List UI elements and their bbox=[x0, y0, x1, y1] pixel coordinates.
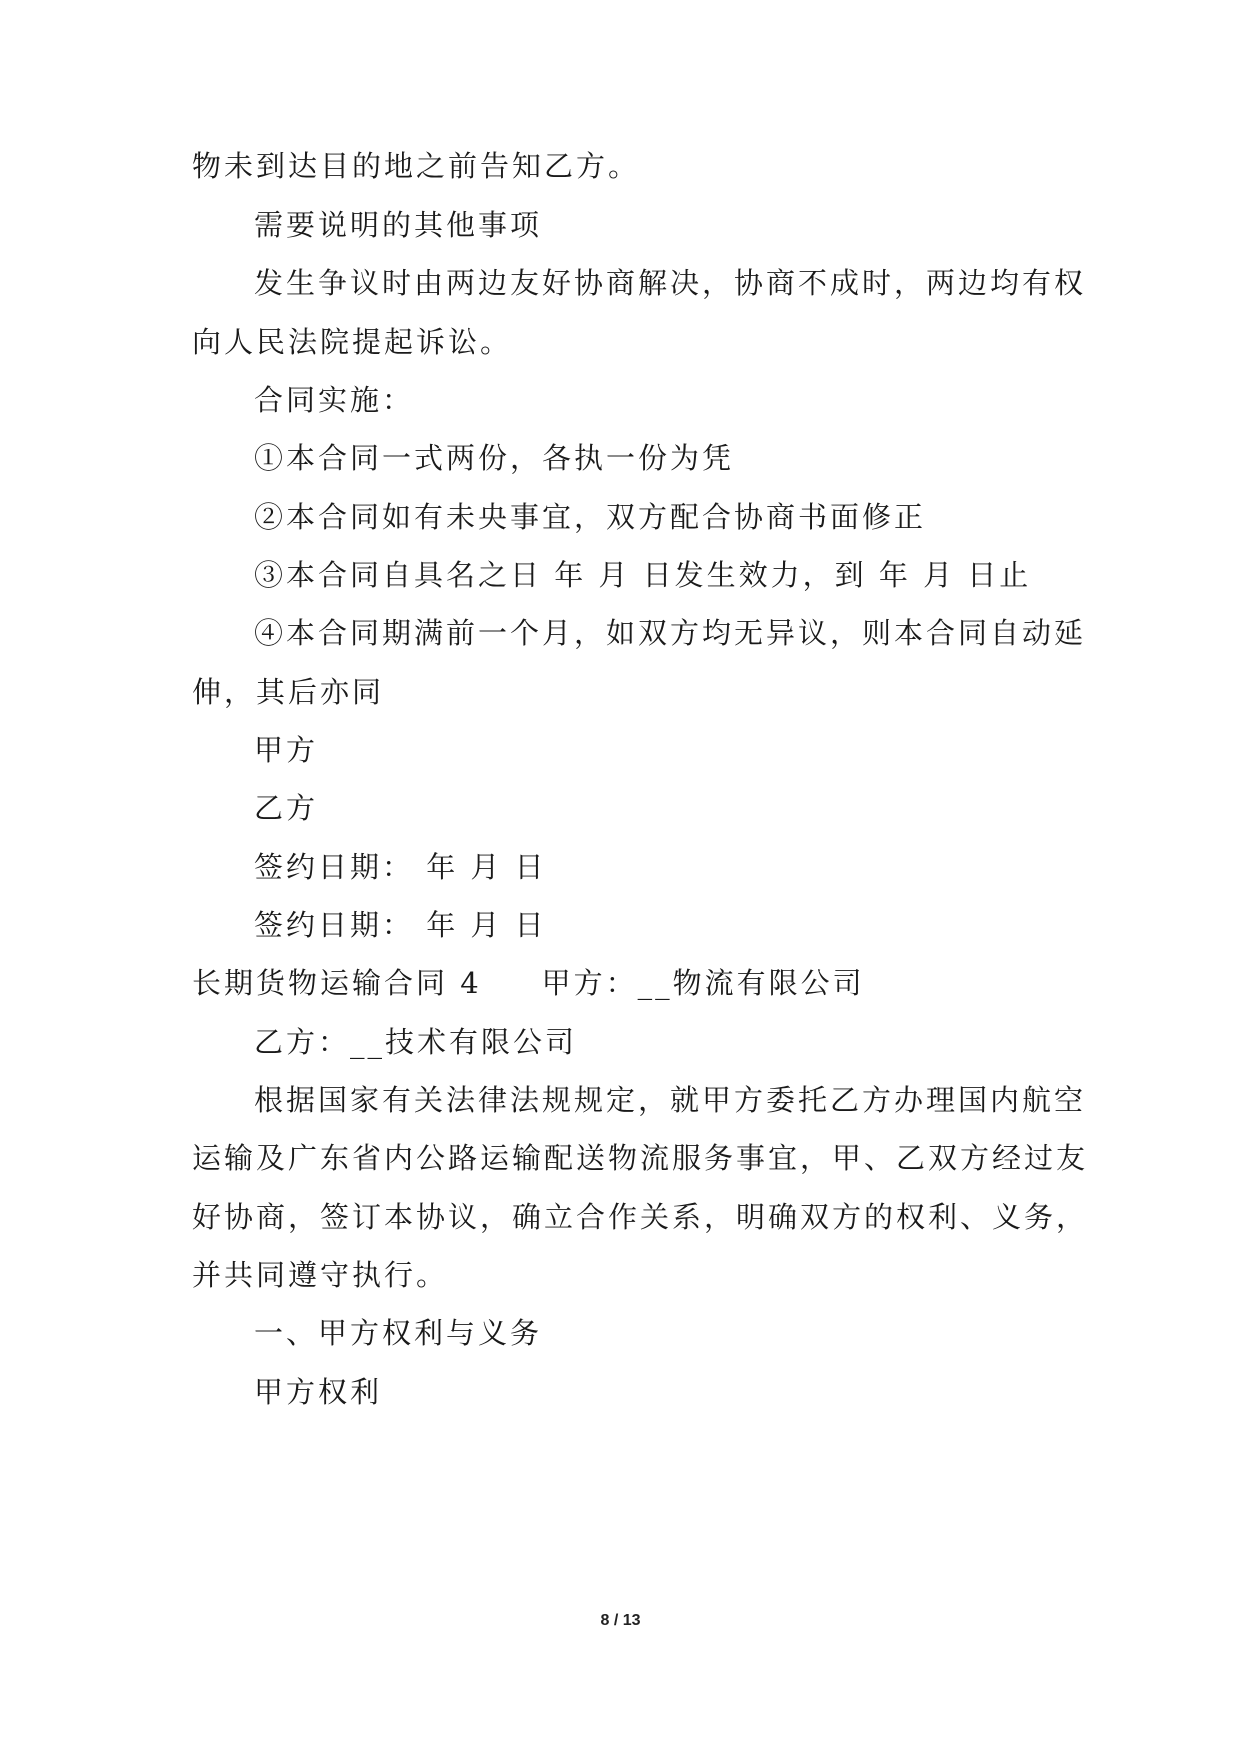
signature-party-b: 乙方 bbox=[254, 791, 319, 825]
contract-title: 长期货物运输合同 4 bbox=[192, 966, 482, 1000]
text-line: 根据国家有关法律法规规定，就甲方委托乙方办理国内航空 bbox=[254, 1083, 1087, 1117]
text-line: 并共同遵守执行。 bbox=[192, 1258, 449, 1292]
text-line: 物未到达目的地之前告知乙方。 bbox=[192, 149, 641, 183]
section-heading: 甲方权利 bbox=[254, 1375, 383, 1409]
signature-party-a: 甲方 bbox=[254, 733, 319, 767]
signing-date: 签约日期： 年 月 日 bbox=[254, 908, 547, 942]
section-heading: 合同实施： bbox=[254, 383, 415, 417]
page-number: 8 / 13 bbox=[600, 1612, 641, 1629]
section-heading: 一、甲方权利与义务 bbox=[254, 1316, 543, 1350]
signing-date: 签约日期： 年 月 日 bbox=[254, 850, 547, 884]
clause-item: ①本合同一式两份，各执一份为凭 bbox=[254, 441, 735, 475]
section-heading: 需要说明的其他事项 bbox=[254, 208, 543, 242]
contract-title-line bbox=[192, 963, 865, 1003]
party-b-name: 乙方：__技术有限公司 bbox=[254, 1025, 578, 1059]
text-line: 运输及广东省内公路运输配送物流服务事宜，甲、乙双方经过友 bbox=[192, 1141, 1089, 1175]
party-a-name: 甲方：__物流有限公司 bbox=[541, 966, 865, 1000]
clause-item: ③本合同自具名之日 年 月 日发生效力，到 年 月 日止 bbox=[254, 558, 1032, 592]
text-line: 伸，其后亦同 bbox=[192, 675, 385, 709]
clause-item: ②本合同如有未央事宜，双方配合协商书面修正 bbox=[254, 500, 927, 534]
text-line: 发生争议时由两边友好协商解决，协商不成时，两边均有权 bbox=[254, 266, 1087, 300]
text-line: 向人民法院提起诉讼。 bbox=[192, 325, 513, 359]
text-line: 好协商，签订本协议，确立合作关系，明确双方的权利、义务， bbox=[192, 1200, 1089, 1234]
clause-item: ④本合同期满前一个月，如双方均无异议，则本合同自动延 bbox=[254, 616, 1087, 650]
